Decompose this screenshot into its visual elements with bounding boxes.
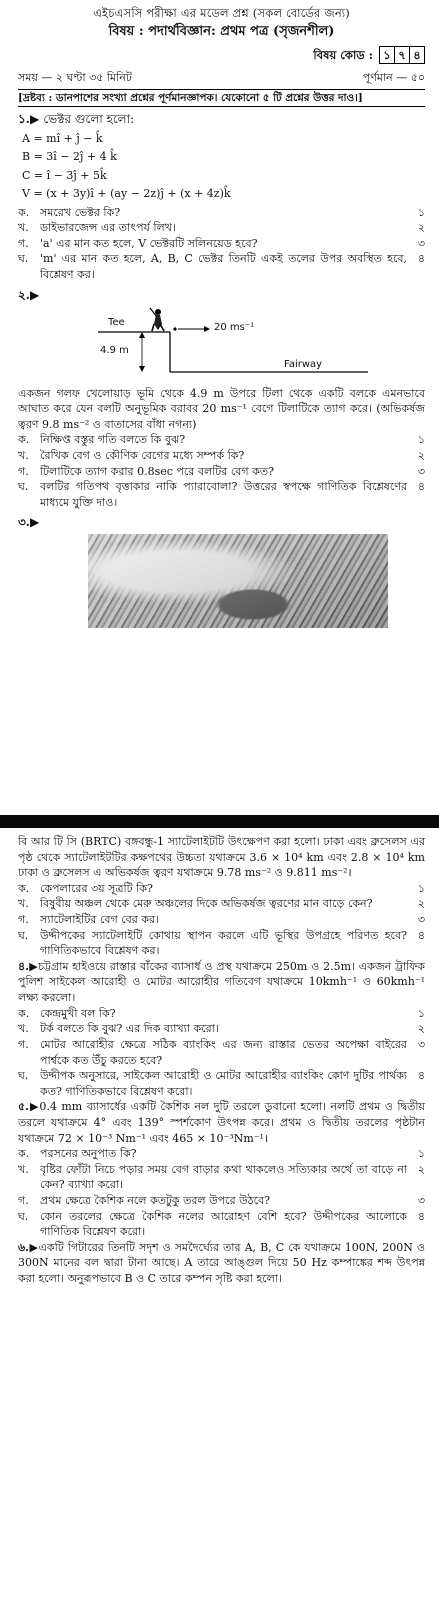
question-6 (18, 1240, 425, 1287)
question-4 (18, 959, 425, 1099)
height-label: 4.9 m (100, 344, 129, 356)
question-2 (18, 287, 425, 511)
sub-question: গ. স্যাটেলাইটির বেগ বের কর। ৩ (18, 913, 425, 927)
vector-b: B = 3î − 2ĵ + 4 k̂ (22, 150, 117, 164)
sub-question: ক. কেন্দ্রমুখী বল কি? ১ (18, 1006, 425, 1020)
sub-question: ঘ. উদ্দীপক অনুসারে, সাইকেল আরোহী ও মোটর আরোহীর ব্যাংকিং কোণ দুটির পার্থক্য কত? গাণিতিকভাবে বিশ্লেষণ করো। ৪ (18, 1069, 425, 1098)
subject-code-label: বিষয় কোড : (313, 47, 373, 62)
question-stem: একজন গলফ খেলোয়াড় ভূমি থেকে 4.9 m উপরে টিলা থেকে একটি বলকে এমনভাবে আঘাত করে যেন বলটি অনুভূমিক বরাবর 20 ms⁻¹ বেগে টিলাটিকে ত্যাগ করে। (অভিকর্ষজ ত্বরণ 9.8 ms⁻² ও বাতাসের বাঁধা নগন্য) (18, 386, 425, 431)
sub-question: ঘ. উদ্দীপকের স্যাটেলাইটি কোথায় স্থাপন করলে এটি ভূস্থির উপগ্রহে পরিণত হবে? গাণিতিকভাবে বিশ্লেষণ কর। ৪ (18, 928, 425, 958)
time-marks-row (18, 70, 425, 86)
tee-label: Tee (108, 316, 125, 328)
question-1 (18, 111, 425, 282)
vector-v: V = (x + 3y)î + (ay − 2z)ĵ + (x + 4z)k̂ (22, 187, 231, 201)
sub-question: ঘ. কোন তরলের ক্ষেত্রে কৈশিক নলের আরোহণ বেশি হবে? উদ্দীপকের আলোকে গাণিতিক বিশ্লেষণ করো। ৪ (18, 1209, 425, 1239)
sub-question: খ. বিষুবীয় অঞ্চল থেকে মেরু অঞ্চলের দিকে অভিকর্ষজ ত্বরণের মান বাড়ে কেন? ২ (18, 897, 425, 911)
sub-question: ঘ. 'm' এর মান কত হলে, A, B, C ভেক্টর তিনটি একই তলের উপর অবস্থিত হবে, বিশ্লেষণ কর। ৪ (18, 252, 425, 281)
sub-question: খ. টর্ক বলতে কি বুঝ? এর দিক ব্যাখ্যা করো। ২ (18, 1022, 425, 1036)
exam-title: এইচএসসি পরীক্ষা এর মডেল প্রশ্ন (সকল বোর্ডের জন্য) (93, 6, 350, 20)
golfer-icon (150, 308, 164, 331)
sub-question: ঘ. বলটির গতিপথ বৃত্তাকার নাকি প্যারাবোলা? উত্তরের স্বপক্ষে গাণিতিক বিশ্লেষণের মাধ্যমে যুক্তি দাও। ৪ (18, 480, 425, 509)
sub-question: গ. প্রথম ক্ষেত্রে কৈশিক নলে কতটুকু তরল উপরে উঠবে? ৩ (18, 1194, 425, 1208)
question-number: ১.▶ ভেক্টর গুলো হলো: (18, 112, 135, 127)
code-digit: ৪ (409, 47, 424, 63)
vector-a: A = mî + ĵ − k̂ (22, 131, 103, 145)
sub-question: গ. 'a' এর মান কত হলে, V ভেক্টরটি সলিনয়েড হবে? ৩ (18, 236, 425, 250)
full-marks: পূর্ণমান — ৫০ (362, 71, 425, 85)
question-stem: ৪.▶চট্টগ্রাম হাইওয়ে রাস্তার বাঁকের ব্যাসার্ধ ও প্রস্থ যথাক্রমে 250m ও 2.5m। একজন ট্রাফিক পুলিশ সাইকেল আরোহী ও মোটর আরোহীর গতিবেগ যথাক্রমে 10kmh⁻¹ ও 60kmh⁻¹ লক্ষ্য করলো। (18, 959, 425, 1005)
code-digit: ৭ (394, 47, 409, 63)
sub-question: ক. পরসনের অনুপাত কি? ১ (18, 1147, 425, 1161)
question-stem: ৬.▶একটি গিটারের তিনটি সদৃশ ও সমদৈর্ঘ্যের তার A, B, C কে যথাক্রমে 100N, 200N ও 300N মানের বল দ্বারা টানা আছে। A তারে আঙ্গুল দিয়ে 50 Hz কম্পাঙ্কের শব্দ উৎপন্ন করা হলো। অনুরূপভাবে B ও C তারে কম্পন সৃষ্টি করা হলো। (18, 1240, 425, 1286)
question-3-number: ৩.▶ (18, 515, 40, 530)
question-5 (18, 1099, 425, 1239)
sub-question: ক. কেপলারের ৩য় সূত্রটি কি? ১ (18, 881, 425, 895)
time-allowed: সময় — ২ ঘণ্টা ৩৫ মিনিট (18, 71, 132, 85)
sub-question: গ. মোটর আরোহীর ক্ষেত্রে সঠিক ব্যাংকিং এর জন্য রাস্তার ভেতর অপেক্ষা বাইরের পার্শ্বকে কত উঁচু করতে হবে? ৩ (18, 1037, 425, 1067)
subject-code-box (379, 46, 425, 64)
sub-question: খ. রৈখিক বেগ ও কৌণিক বেগের মধ্যে সম্পর্ক কি? ২ (18, 449, 425, 463)
vector-list (22, 131, 425, 203)
sub-question: গ. টিলাটিকে ত্যাগ করার 0.8sec পরে বলটির বেগ কত? ৩ (18, 464, 425, 478)
question-number: ২.▶ (18, 287, 40, 302)
question-stem: বি আর টি সি (BRTC) বঙ্গবন্ধু-1 স্যাটেলাইটটি উৎক্ষেপণ করা হলো। ঢাকা এবং ব্রুসেলস এর পৃষ্ঠ থেকে স্যাটেলাইটটির কক্ষপথের উচ্চতা যথাক্রমে 3.6 × 10⁴ km এবং 2.8 × 10⁴ km ঢাকা ও ব্রুসেলস এ অভিকর্ষজ ত্বরণ যথাক্রমে 9.78 ms⁻² ও 9.811 ms⁻²। (18, 835, 425, 880)
satellite-photo (88, 534, 388, 628)
page-separator (0, 815, 439, 828)
sub-question: ক. নিক্ষিপ্ত বস্তুর গতি বলতে কি বুঝ? ১ (18, 433, 425, 447)
sub-question: ক. সমরেখ ভেক্টর কি? ১ (18, 205, 425, 219)
code-digit: ১ (383, 47, 391, 62)
speed-label: 20 ms⁻¹ (214, 321, 255, 333)
fairway-label: Fairway (284, 358, 323, 370)
subject-line: বিষয় : পদার্থবিজ্ঞান: প্রথম পত্র (সৃজনশীল) (108, 24, 335, 40)
vector-c: C = î − 3ĵ + 5k̂ (22, 168, 107, 182)
golf-cliff-figure (78, 306, 378, 386)
sub-question: খ. বৃষ্টির ফোঁটা নিচে পড়ার সময় বেগ বাড়ার কথা থাকলেও সত্যিকার অর্থে তা বাড়ে না কেন? ব্যাখ্যা করো। ২ (18, 1162, 425, 1192)
question-stem: ৫.▶0.4 mm ব্যাসার্ধের একটি কৈশিক নল দুটি তরলে ডুবানো হলো। নলটি প্রথম ও দ্বিতীয় তরলে যথাক্রমে 4° এবং 139° স্পর্শকোণ উৎপন্ন করে। প্রথম ও দ্বিতীয় তরলের পৃষ্ঠটান যথাক্রমে 72 × 10⁻³ Nm⁻¹ এবং 465 × 10⁻³Nm⁻¹। (18, 1100, 425, 1145)
sub-question: খ. ডাইভারজেন্স এর তাৎপর্য লিখ। ২ (18, 221, 425, 235)
question-3-body (18, 834, 425, 959)
exam-page-2 (0, 828, 439, 1600)
instruction-note: [দ্রষ্টব্য : ডানপাশের সংখ্যা প্রশ্নের পূর্ণমানজ্ঞাপক। যেকোনো ৫ টি প্রশ্নের উত্তর দাও।] (18, 89, 425, 108)
subject-code-row (18, 46, 425, 64)
